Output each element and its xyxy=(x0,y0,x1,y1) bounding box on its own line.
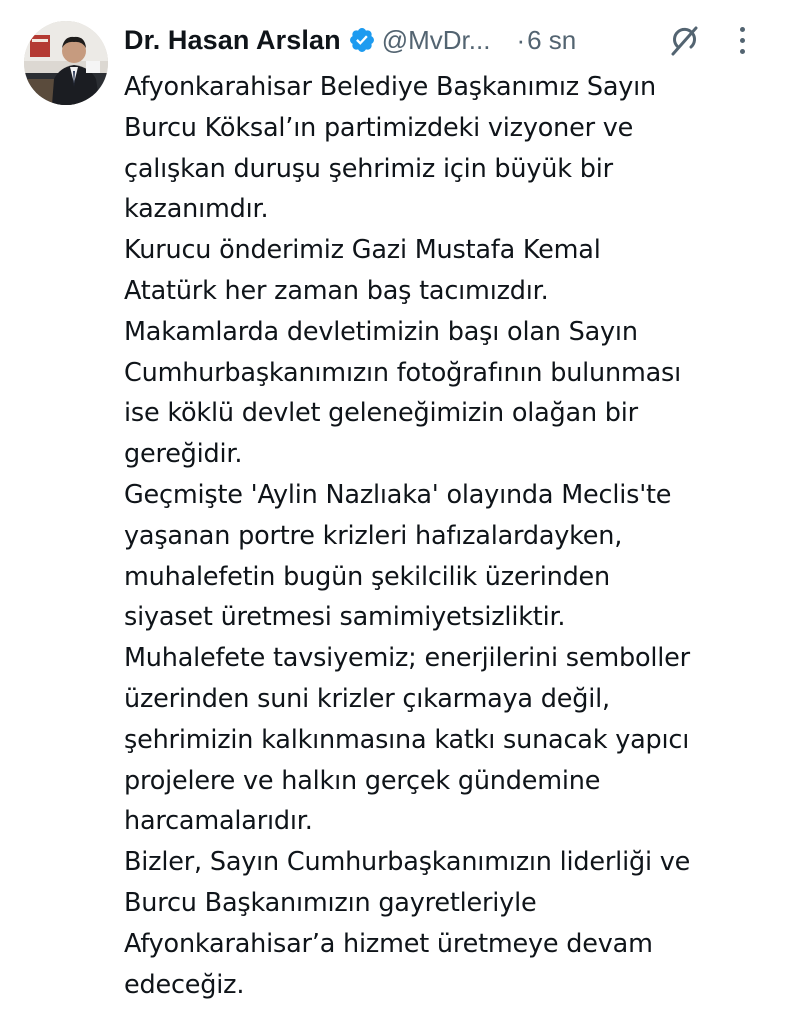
tweet-text-line: Afyonkarahisar Belediye Başkanımız Sayın xyxy=(124,72,656,102)
tweet-text-line: Muhalefete tavsiyemiz; enerjilerini semboller xyxy=(124,643,690,674)
tweet-text-line: Burcu Köksal’ın partimizdeki vizyoner ve xyxy=(124,112,634,143)
tweet-text-line: muhalefetin bugün şekilcilik üzerinden xyxy=(124,561,611,592)
tweet-text-line: siyaset üretmesi samimiyetsizliktir. xyxy=(124,602,566,633)
tweet-text-line: edeceğiz. xyxy=(124,969,245,1000)
author-display-name[interactable]: Dr. Hasan Arslan xyxy=(124,24,341,55)
tweet-text-line: harcamalarıdır. xyxy=(124,806,313,837)
tweet-text-line: gereğidir. xyxy=(124,439,243,470)
tweet-text-line: Cumhurbaşkanımızın fotoğrafının bulunması xyxy=(124,357,682,388)
tweet-text-line: Geçmişte 'Aylin Nazlıaka' olayında Meclis'te xyxy=(124,479,672,510)
tweet-text-line: Kurucu önderimiz Gazi Mustafa Kemal xyxy=(124,235,601,266)
author-handle[interactable]: @MvDr... xyxy=(381,24,491,55)
grok-icon[interactable] xyxy=(666,22,702,58)
tweet-text-line: Bizler, Sayın Cumhurbaşkanımızın liderliği ve xyxy=(124,847,691,878)
tweet-text-line: şehrimizin kalkınmasına katkı sunacak yapıcı xyxy=(124,724,690,755)
tweet-text-line: yaşanan portre krizleri hafızalardayken, xyxy=(124,520,623,551)
tweet-text-line: Atatürk her zaman baş tacımızdır. xyxy=(124,275,549,306)
tweet-text-line: ise köklü devlet geleneğimizin olağan bir xyxy=(124,398,638,429)
tweet-timestamp[interactable]: 6 sn xyxy=(527,24,577,55)
separator-dot: · xyxy=(516,24,526,55)
tweet-text-line: Burcu Başkanımızın gayretleriyle xyxy=(124,887,537,918)
avatar-photo xyxy=(24,21,108,105)
tweet-text-line: üzerinden suni krizler çıkarmaya değil, xyxy=(124,683,610,714)
tweet-text xyxy=(124,67,774,1005)
verified-badge-icon xyxy=(348,26,376,54)
tweet-text-line: kazanımdır. xyxy=(124,194,269,225)
tweet-text-line: çalışkan duruşu şehrimiz için büyük bir xyxy=(124,153,613,184)
tweet-text-line: projelere ve halkın gerçek gündemine xyxy=(124,765,601,796)
tweet-text-line: Afyonkarahisar’a hizmet üretmeye devam xyxy=(124,928,653,959)
avatar[interactable] xyxy=(24,21,108,105)
tweet-text-line: Makamlarda devletimizin başı olan Sayın xyxy=(124,316,638,347)
more-options-icon[interactable] xyxy=(734,24,750,58)
